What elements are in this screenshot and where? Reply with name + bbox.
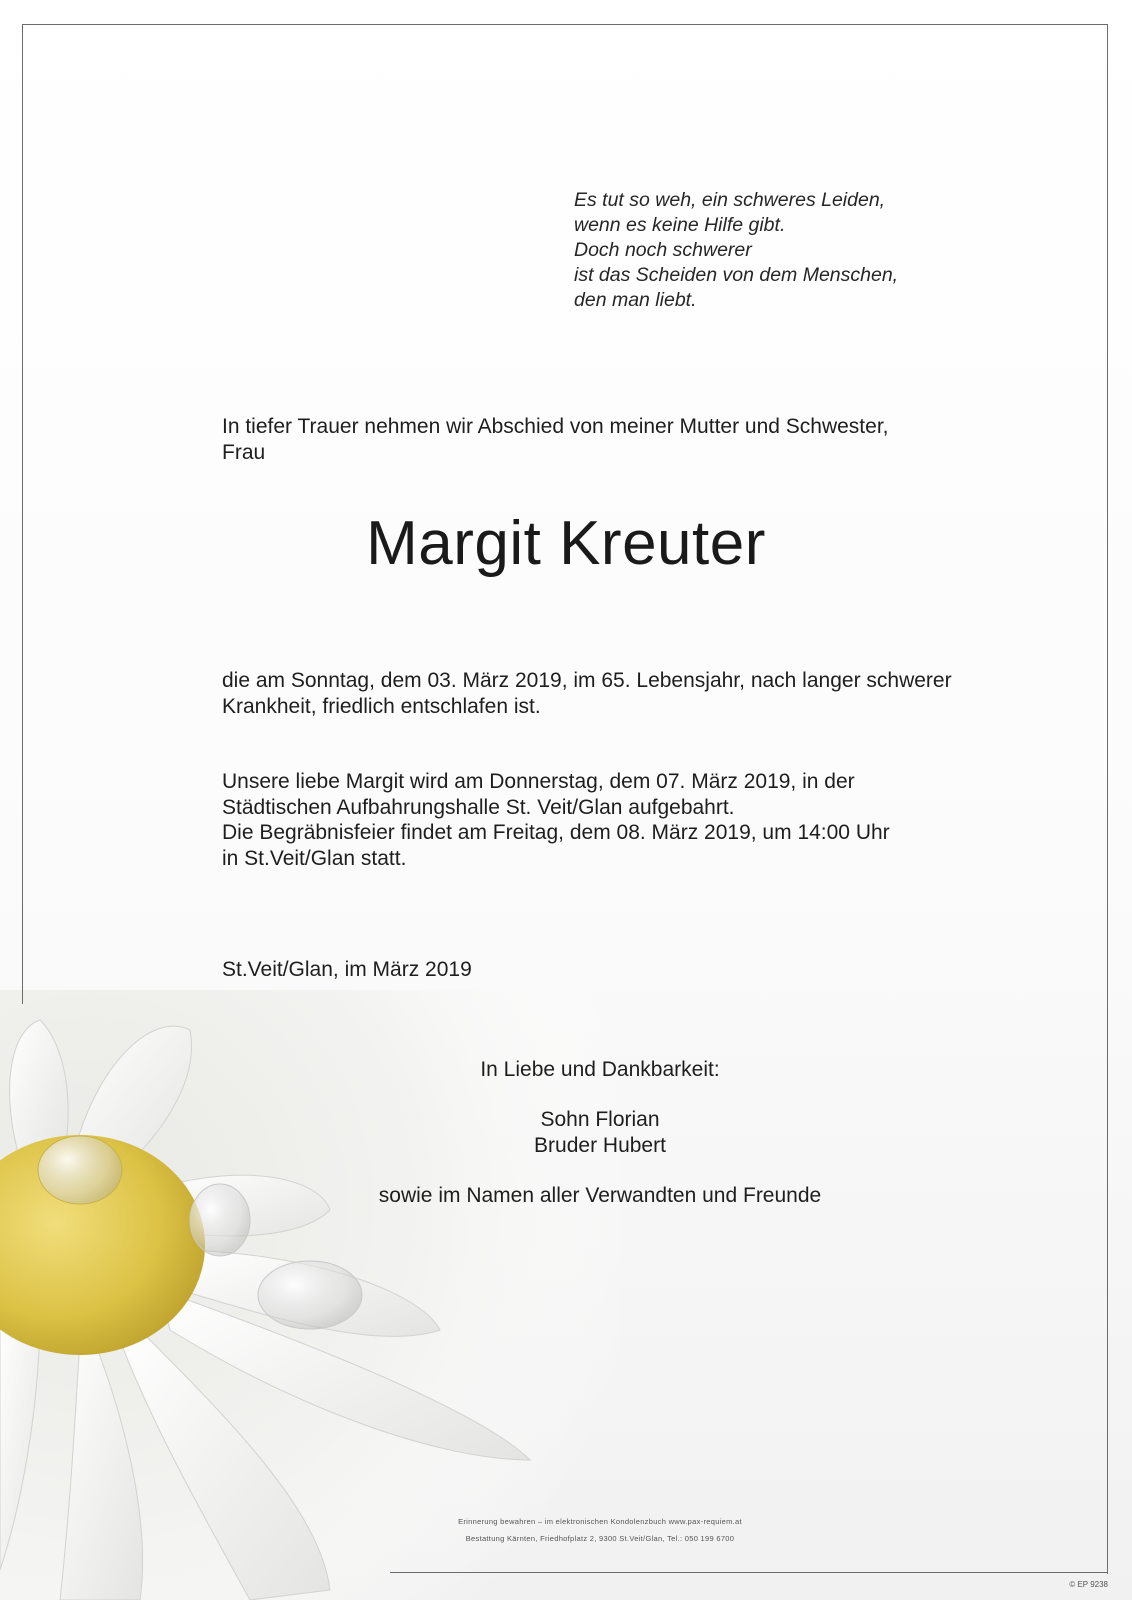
death-notice-line: Krankheit, friedlich entschlafen ist.	[222, 694, 541, 718]
border-frame-bottom	[390, 1572, 1108, 1573]
document-code: © EP 9238	[1069, 1580, 1108, 1589]
death-notice-line: die am Sonntag, dem 03. März 2019, im 65. Lebensjahr, nach langer schwerer	[222, 669, 952, 692]
funeral-info-line: Unsere liebe Margit wird am Donnerstag, dem 07. März 2019, in der	[222, 770, 855, 793]
footer-line: Erinnerung bewahren – im elektronischen Kondolenzbuch www.pax-requiem.at	[458, 1517, 742, 1526]
footer-line: Bestattung Kärnten, Friedhofplatz 2, 9300 St.Veit/Glan, Tel.: 050 199 6700	[465, 1534, 735, 1543]
funeral-info	[222, 769, 1042, 871]
funeral-info-line: Städtischen Aufbahrungshalle St. Veit/Glan aufgebahrt.	[222, 795, 735, 819]
poem-line: Es tut so weh, ein schweres Leiden,	[574, 189, 886, 211]
mourners-closing: sowie im Namen aller Verwandten und Freunde	[378, 1184, 822, 1207]
funeral-info-line: Die Begräbnisfeier findet am Freitag, dem 08. März 2019, um 14:00 Uhr	[222, 821, 890, 844]
mourner-name: Sohn Florian	[540, 1108, 660, 1131]
intro-line: Frau	[222, 440, 266, 464]
deceased-name: Margit Kreuter	[366, 509, 766, 578]
poem-line: ist das Scheiden von dem Menschen,	[574, 264, 899, 286]
death-notice	[222, 668, 1042, 719]
mourner-name: Bruder Hubert	[534, 1134, 666, 1157]
poem-line: den man liebt.	[574, 289, 697, 311]
intro-text	[222, 414, 1042, 465]
poem-line: wenn es keine Hilfe gibt.	[574, 214, 786, 236]
poem-line: Doch noch schwerer	[574, 239, 752, 261]
intro-line: In tiefer Trauer nehmen wir Abschied von meiner Mutter und Schwester,	[222, 415, 889, 438]
poem	[574, 188, 994, 313]
place-date-text: St.Veit/Glan, im März 2019	[222, 958, 472, 981]
funeral-info-line: in St.Veit/Glan statt.	[222, 846, 407, 870]
place-date	[222, 957, 1042, 983]
mourners-heading: In Liebe und Dankbarkeit:	[480, 1058, 720, 1081]
